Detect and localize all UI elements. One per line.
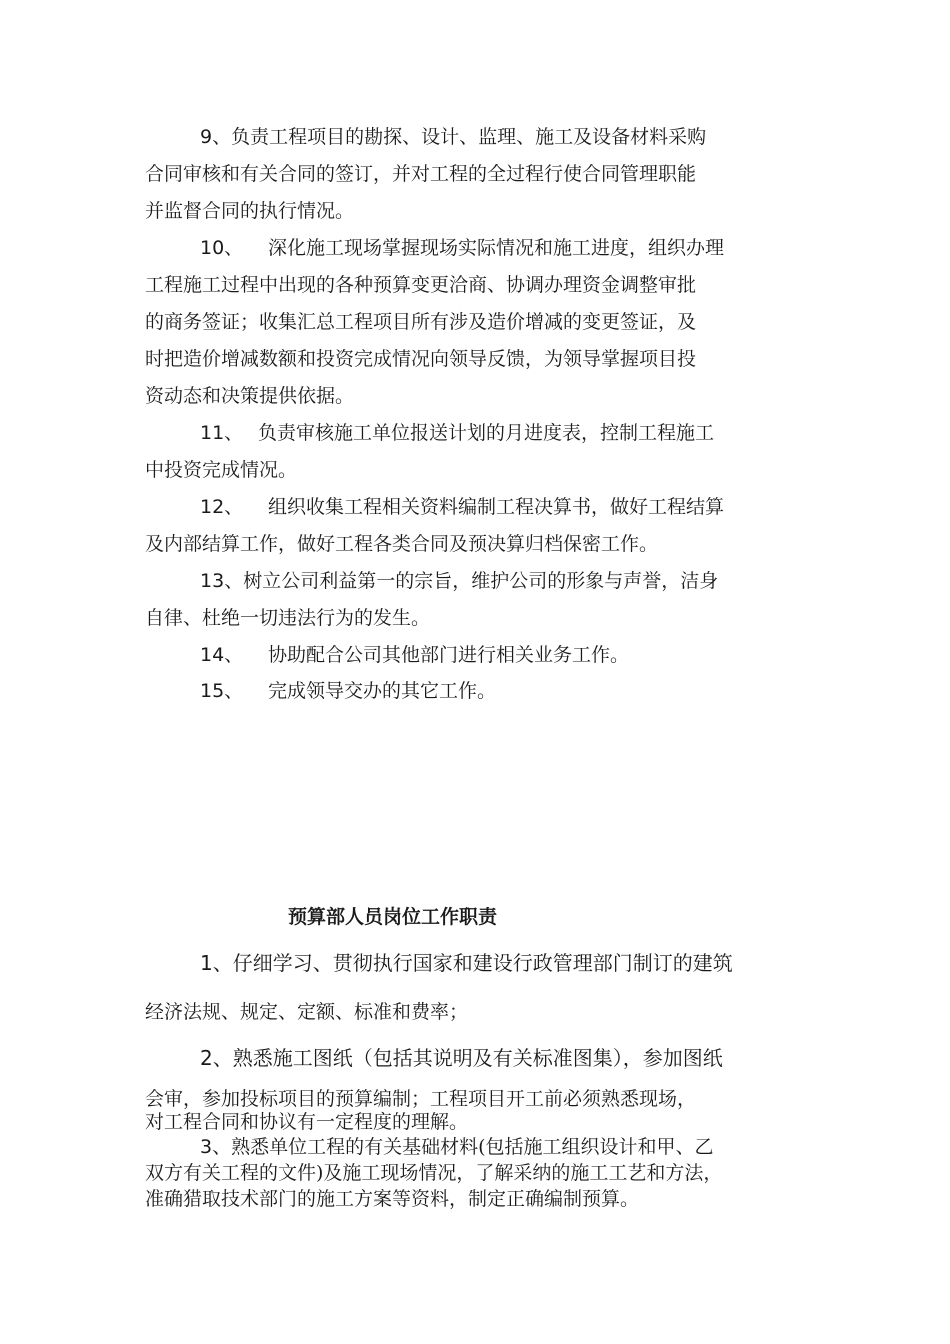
item-10-line-4: 时把造价增减数额和投资完成情况向领导反馈，为领导掌握项目投	[145, 348, 697, 370]
item-14-number: 14、	[200, 644, 244, 666]
item-15-text-1: 完成领导交办的其它工作。	[268, 680, 497, 702]
item-9-line-2: 合同审核和有关合同的签订，并对工程的全过程行使合同管理职能	[145, 163, 697, 185]
item-9-line-3: 并监督合同的执行情况。	[145, 200, 355, 222]
item-9-number: 9	[200, 126, 213, 148]
duty-3-line-1	[200, 1135, 714, 1159]
item-9-text-1: 、负责工程项目的勘探、设计、监理、施工及设备材料采购	[212, 126, 707, 148]
item-14-line-1	[200, 643, 629, 667]
item-13-line-1	[200, 569, 718, 593]
item-10-line-2: 工程施工过程中出现的各种预算变更洽商、协调办理资金调整审批	[145, 274, 697, 296]
item-11-line-2: 中投资完成情况。	[145, 459, 298, 481]
item-13-line-2: 自律、杜绝一切违法行为的发生。	[145, 607, 431, 629]
item-14-text-1: 协助配合公司其他部门进行相关业务工作。	[268, 644, 630, 666]
duty-2-line-1	[200, 1046, 723, 1070]
item-10-line-3: 的商务签证；收集汇总工程项目所有涉及造价增减的变更签证，及	[145, 311, 697, 333]
duty-2-line-2: 会审，参加投标项目的预算编制；工程项目开工前必须熟悉现场，	[145, 1088, 697, 1110]
duty-3-line-2: 双方有关工程的文件)及施工现场情况，了解采纳的施工工艺和方法，	[145, 1162, 723, 1184]
duty-2-text-1: 、熟悉施工图纸（包括其说明及有关标准图集），参加图纸	[212, 1046, 723, 1070]
item-10-line-5: 资动态和决策提供依据。	[145, 385, 355, 407]
item-10-line-1	[200, 236, 724, 260]
item-11-line-1	[200, 421, 714, 445]
item-12-text-1: 组织收集工程相关资料编制工程决算书，做好工程结算	[268, 496, 725, 518]
duty-2-line-3: 对工程合同和协议有一定程度的理解。	[145, 1111, 469, 1133]
duty-1-line-1	[200, 951, 733, 975]
item-13-text-1: 、树立公司利益第一的宗旨，维护公司的形象与声誉，洁身	[224, 570, 719, 592]
duty-3-line-3: 准确猎取技术部门的施工方案等资料，制定正确编制预算。	[145, 1188, 640, 1210]
item-15-line-1	[200, 679, 496, 703]
item-11-text-1: 负责审核施工单位报送计划的月进度表，控制工程施工	[258, 422, 715, 444]
item-9-line-1	[200, 125, 706, 149]
duty-3-number: 3	[200, 1136, 213, 1158]
duty-1-line-2: 经济法规、规定、定额、标准和费率；	[145, 1001, 469, 1023]
duty-3-text-1: 、熟悉单位工程的有关基础材料(包括施工组织设计和甲、乙	[212, 1136, 714, 1158]
item-13-number: 13	[200, 570, 225, 592]
item-12-line-1	[200, 495, 724, 519]
item-15-number: 15、	[200, 680, 244, 702]
duty-1-number: 1	[200, 951, 213, 975]
item-11-number: 11、	[200, 422, 244, 444]
item-12-line-2: 及内部结算工作，做好工程各类合同及预决算归档保密工作。	[145, 533, 659, 555]
duty-2-number: 2	[200, 1046, 213, 1070]
item-10-number: 10、	[200, 237, 244, 259]
item-12-number: 12、	[200, 496, 244, 518]
duty-1-text-1: 、仔细学习、贯彻执行国家和建设行政管理部门制订的建筑	[212, 951, 733, 975]
section-title: 预算部人员岗位工作职责	[288, 906, 498, 928]
item-10-text-1: 深化施工现场掌握现场实际情况和施工进度，组织办理	[268, 237, 725, 259]
